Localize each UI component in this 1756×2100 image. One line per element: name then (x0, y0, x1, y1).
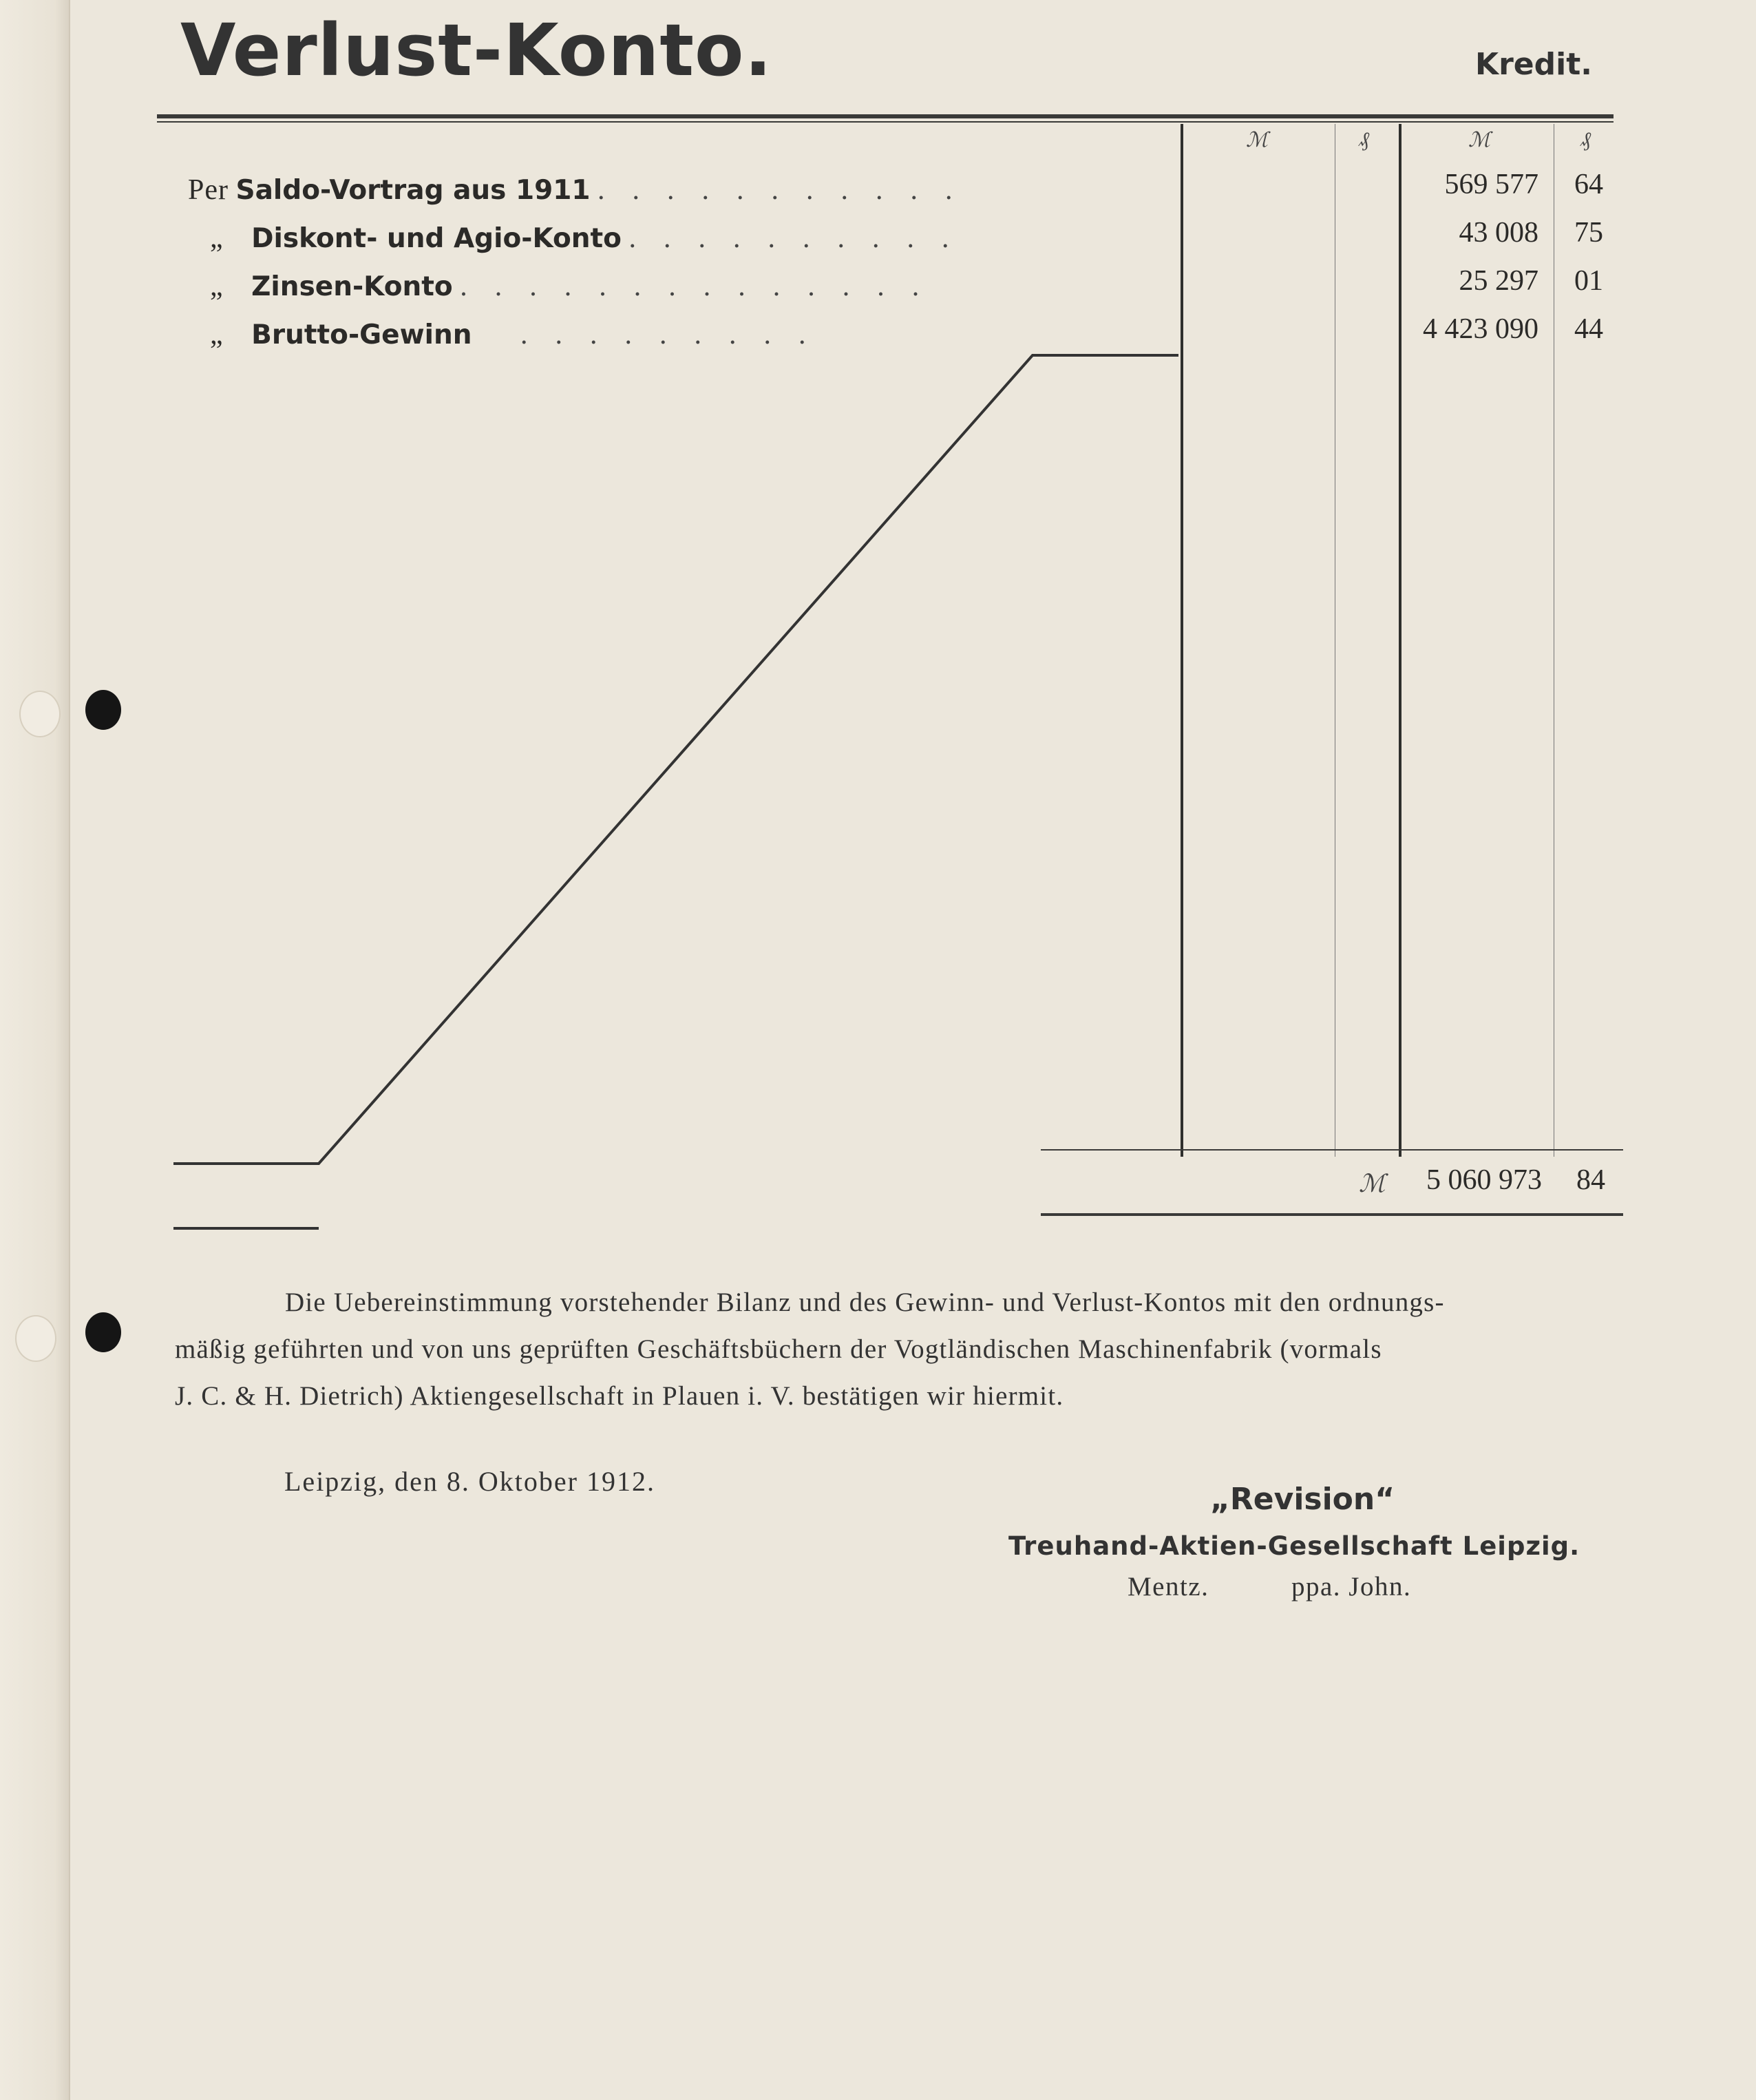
entry-label: Diskont- und Agio-Konto (251, 223, 622, 254)
column-header-pfennig-debit: ₰ (1359, 128, 1369, 151)
amount-marks: 25 297 (1459, 265, 1538, 297)
column-header-marks-debit: ℳ (1246, 129, 1269, 151)
amount-marks: 43 008 (1459, 217, 1538, 249)
certification-line: J. C. & H. Dietrich) Aktiengesellschaft in Plauen i. V. bestätigen wir hiermit. (175, 1381, 1064, 1411)
certification-line: mäßig geführten und von uns geprüften Geschäftsbüchern der Vogtländischen Maschinenfabrik (vormals (175, 1334, 1382, 1364)
entry-prefix: „ (210, 319, 224, 350)
side-label: Kredit. (1475, 47, 1592, 82)
column-header-marks-credit: ℳ (1468, 129, 1491, 151)
column-header-pfennig-credit: ₰ (1580, 128, 1591, 151)
amount-pfennig: 75 (1574, 217, 1603, 249)
signatory: Mentz. (1128, 1572, 1209, 1602)
entry-label: Saldo-Vortrag aus 1911 (235, 175, 591, 206)
amount-marks: 4 423 090 (1423, 313, 1538, 345)
certification-line: Die Uebereinstimmung vorstehender Bilanz und des Gewinn- und Verlust-Kontos mit den ordnungs- (285, 1288, 1445, 1317)
entry-prefix: „ (210, 222, 224, 254)
amount-marks: 569 577 (1444, 169, 1538, 200)
leader-dots: .............. (460, 271, 947, 302)
amount-pfennig: 01 (1574, 265, 1603, 297)
total-marks: 5 060 973 (1426, 1164, 1542, 1196)
place-and-date: Leipzig, den 8. Oktober 1912. (284, 1466, 655, 1497)
leader-dots: ......... (520, 319, 834, 350)
auditor-company: Treuhand-Aktien-Gesellschaft Leipzig. (1008, 1531, 1580, 1561)
page-title: Verlust-Konto. (180, 8, 773, 92)
entry-label: Zinsen-Konto (251, 271, 453, 302)
leader-dots: .......... (628, 222, 977, 254)
entry-prefix: „ (210, 271, 224, 302)
total-pfennig: 84 (1576, 1164, 1605, 1196)
entry-label: Brutto-Gewinn (251, 319, 472, 350)
total-currency: ℳ (1359, 1170, 1386, 1197)
certification-text (175, 1279, 1627, 1420)
signatory: ppa. John. (1291, 1572, 1412, 1602)
leader-dots: ........... (597, 174, 980, 206)
entry-prefix: Per (188, 174, 229, 206)
amount-pfennig: 44 (1574, 313, 1603, 345)
auditor-name: „Revision“ (1210, 1482, 1395, 1517)
amount-pfennig: 64 (1574, 169, 1603, 200)
